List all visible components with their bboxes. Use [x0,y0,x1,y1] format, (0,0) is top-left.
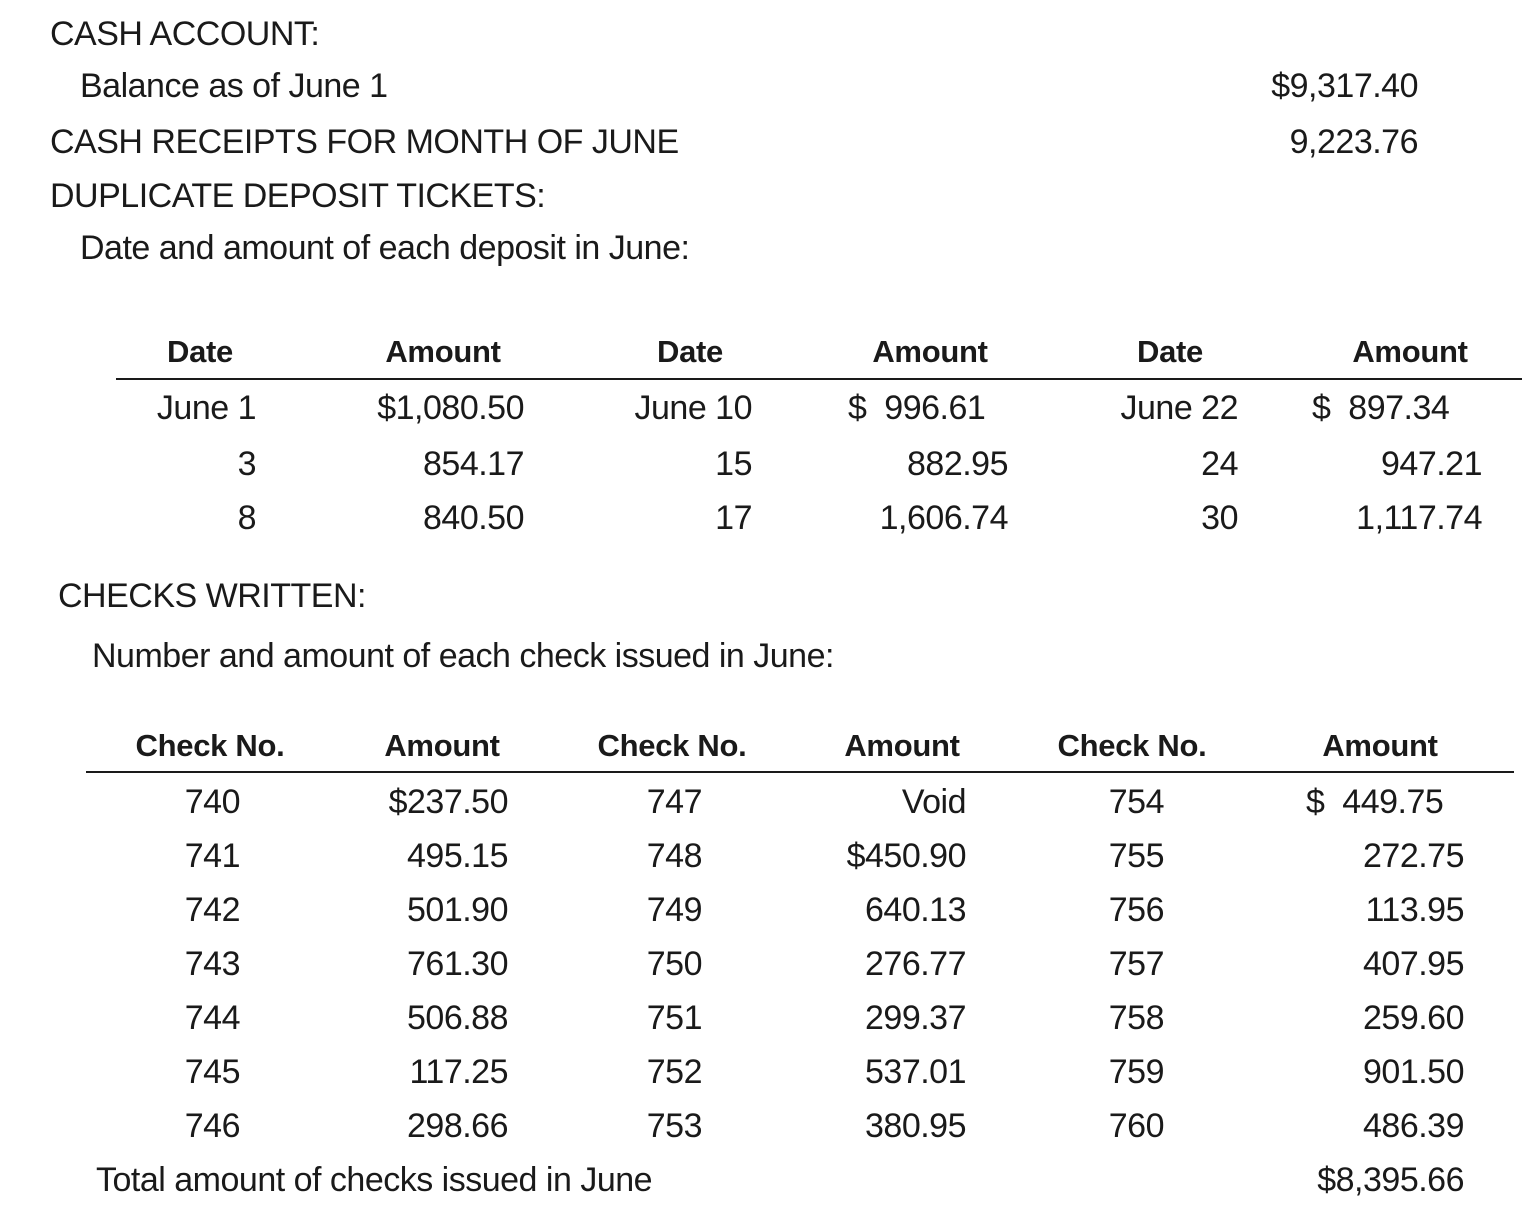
balance-value: $9,317.40 [1271,67,1418,105]
check-number: 752 [646,1053,702,1091]
checks-total-label: Total amount of checks issued in June [96,1161,653,1199]
deposit-date: 24 [1201,445,1238,483]
cash-account-heading: CASH ACCOUNT: [50,15,320,53]
deposit-amount: 840.50 [423,499,524,537]
checks-header-amount-1: Amount [384,728,500,763]
check-amount: $450.90 [846,837,966,875]
deposit-amount: 854.17 [423,445,524,483]
deposit-amount: 1,606.74 [879,499,1008,537]
check-amount: 272.75 [1363,837,1464,875]
deposits-header-amount-2: Amount [872,334,988,369]
check-amount: 495.15 [407,837,508,875]
check-number: 743 [184,945,240,983]
check-number: 757 [1108,945,1164,983]
check-amount: 640.13 [865,891,966,929]
check-number: 756 [1108,891,1164,929]
check-amount: 117.25 [409,1053,508,1091]
checks-header-number-2: Check No. [597,728,747,763]
deposits-header-date-1: Date [167,334,233,369]
check-amount: $237.50 [388,783,508,821]
check-number: 748 [646,837,702,875]
deposits-header-date-3: Date [1137,334,1203,369]
deposit-date: June 1 [156,389,256,427]
check-number: 740 [184,783,240,821]
deposit-date: 30 [1201,499,1238,537]
deposit-date: 15 [715,445,752,483]
check-amount: 537.01 [865,1053,966,1091]
cash-receipts-label: CASH RECEIPTS FOR MONTH OF JUNE [50,123,679,161]
check-amount: 259.60 [1363,999,1464,1037]
deposit-date: 17 [715,499,752,537]
check-amount: 506.88 [407,999,508,1037]
deposits-header-date-2: Date [657,334,723,369]
checks-written-heading: CHECKS WRITTEN: [58,577,366,615]
check-amount: 276.77 [865,945,966,983]
check-amount: $ 449.75 [1306,783,1444,821]
check-amount: 407.95 [1363,945,1464,983]
check-amount: 501.90 [407,891,508,929]
deposit-tickets-subheading: Date and amount of each deposit in June: [80,229,690,267]
check-number: 751 [646,999,702,1037]
check-number: 753 [646,1107,702,1145]
check-number: 746 [184,1107,240,1145]
check-number: 760 [1108,1107,1164,1145]
deposits-header-rule [116,378,1522,380]
check-amount: 901.50 [1363,1053,1464,1091]
check-number: 745 [184,1053,240,1091]
check-number: 744 [184,999,240,1037]
check-amount: 299.37 [865,999,966,1037]
check-number: 755 [1108,837,1164,875]
check-amount: Void [901,783,966,821]
deposit-date: 8 [237,499,256,537]
checks-header-rule [86,771,1514,773]
check-amount: 113.95 [1365,891,1464,929]
check-number: 754 [1108,783,1164,821]
checks-header-number-3: Check No. [1057,728,1207,763]
deposit-amount: 882.95 [907,445,1008,483]
checks-header-amount-3: Amount [1322,728,1438,763]
deposit-tickets-heading: DUPLICATE DEPOSIT TICKETS: [50,177,546,215]
deposit-amount: $ 996.61 [848,389,986,427]
deposits-header-amount-1: Amount [385,334,501,369]
check-number: 747 [646,783,702,821]
deposit-date: June 22 [1120,389,1238,427]
check-amount: 380.95 [865,1107,966,1145]
check-amount: 761.30 [407,945,508,983]
deposits-header-amount-3: Amount [1352,334,1468,369]
deposit-amount: 947.21 [1381,445,1482,483]
deposit-date: 3 [237,445,256,483]
check-number: 750 [646,945,702,983]
check-number: 741 [184,837,240,875]
checks-header-number-1: Check No. [135,728,285,763]
check-number: 758 [1108,999,1164,1037]
check-amount: 486.39 [1363,1107,1464,1145]
checks-header-amount-2: Amount [844,728,960,763]
cash-receipts-value: 9,223.76 [1289,123,1418,161]
checks-total-value: $8,395.66 [1317,1161,1464,1199]
check-number: 759 [1108,1053,1164,1091]
deposit-amount: 1,117.74 [1356,499,1482,537]
checks-written-subheading: Number and amount of each check issued in June: [92,637,834,675]
deposit-date: June 10 [634,389,752,427]
deposit-amount: $ 897.34 [1312,389,1450,427]
balance-label: Balance as of June 1 [80,67,388,105]
deposit-amount: $1,080.50 [377,389,524,427]
check-number: 742 [184,891,240,929]
check-amount: 298.66 [407,1107,508,1145]
check-number: 749 [646,891,702,929]
